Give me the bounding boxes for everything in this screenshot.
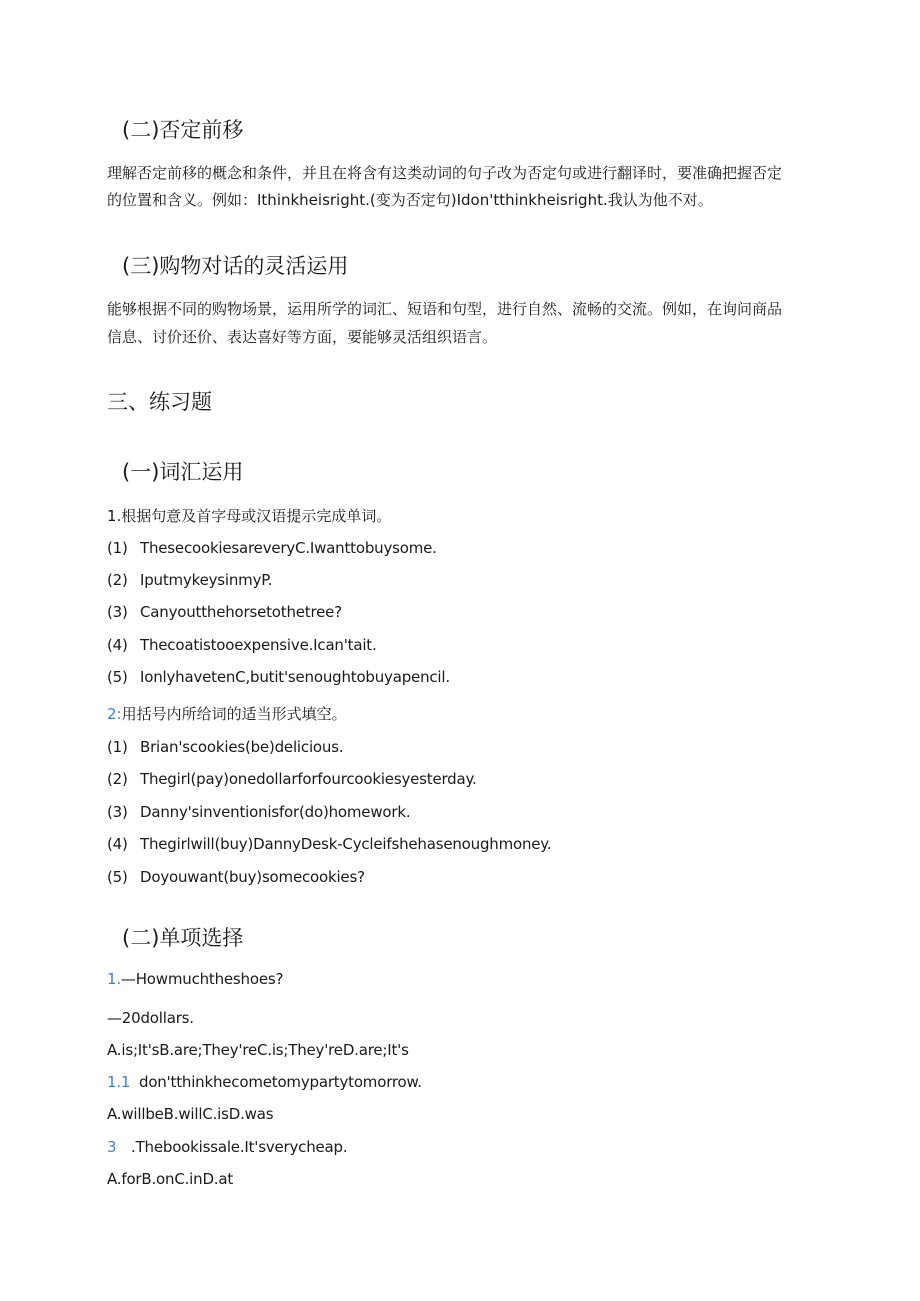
item-text: Doyouwant(buy)somecookies? [140,868,365,886]
list-item [107,636,377,654]
section-heading-choice: (二)单项选择 [122,926,244,950]
task-instruction [107,703,347,724]
question [107,1138,347,1156]
question-options: A.is;It'sB.are;They'reC.is;They'reD.are;It's [107,1041,409,1059]
list-item [107,835,551,853]
list-item [107,868,365,886]
item-text: Brian'scookies(be)delicious. [140,738,344,756]
section-heading-negation: (二)否定前移 [122,118,244,142]
item-text: Thegirlwill(buy)DannyDesk-Cycleifshehasenoughmoney. [140,835,552,853]
task-instruction: 1.根据句意及首字母或汉语提示完成单词。 [107,507,392,525]
paragraph-line: 理解否定前移的概念和条件，并且在将含有这类动词的句子改为否定句或进行翻译时，要准确把握否定 [107,164,783,182]
item-text: ThesecookiesareveryC.Iwanttobuysome. [140,539,437,557]
item-number: (2) [107,770,128,788]
item-number: (3) [107,603,128,621]
item-text: Thegirl(pay)onedollarforfourcookiesyesterday. [140,770,477,788]
part-heading-exercises: 三、练习题 [107,390,212,414]
item-number: (2) [107,571,128,589]
paragraph-line: 信息、讨价还价、表达喜好等方面，要能够灵活组织语言。 [107,328,498,346]
section-heading-shopping: (三)购物对话的灵活运用 [122,254,349,278]
list-item [107,571,272,589]
item-number: (5) [107,668,128,686]
question-options: A.forB.onC.inD.at [107,1170,234,1188]
item-number: (4) [107,835,128,853]
question-text: —Howmuchtheshoes? [120,970,284,988]
item-number: (3) [107,803,128,821]
list-item [107,738,343,756]
item-text: IonlyhavetenC,butit'senoughtobuyapencil. [140,668,450,686]
list-item [107,603,342,621]
item-text: IputmykeysinmyP. [140,571,273,589]
item-text: Danny'sinventionisfor(do)homework. [140,803,411,821]
item-number: (4) [107,636,128,654]
question-text: don'tthinkhecometomypartytomorrow. [139,1073,422,1091]
paragraph-line: 能够根据不同的购物场景，运用所学的词汇、短语和句型，进行自然、流畅的交流。例如，在询问商品 [107,300,783,318]
question [107,970,283,988]
item-number: (1) [107,738,128,756]
question-number: 1. [107,970,121,988]
question-text: .Thebookissale.It'sverycheap. [131,1138,348,1156]
item-text: Thecoatistooexpensive.Ican'tait. [140,636,377,654]
section-heading-vocab: (一)词汇运用 [122,460,244,484]
question [107,1073,422,1091]
item-number: (1) [107,539,128,557]
list-item [107,770,477,788]
item-number: (5) [107,868,128,886]
task-text: 用括号内所给词的适当形式填空。 [121,705,347,723]
list-item [107,803,410,821]
question-options: A.willbeB.willC.isD.was [107,1105,274,1123]
task-number: 2: [107,705,122,723]
list-item [107,668,450,686]
question-number: 1.1 [107,1073,131,1091]
list-item [107,539,437,557]
question-answer: —20dollars. [107,1009,194,1027]
item-text: Canyoutthehorsetothetree? [140,603,342,621]
question-number: 3 [107,1138,117,1156]
paragraph-line: 的位置和含义。例如：Ithinkheisright.(变为否定句)Idon'tthinkheisright.我认为他不对。 [107,191,713,209]
